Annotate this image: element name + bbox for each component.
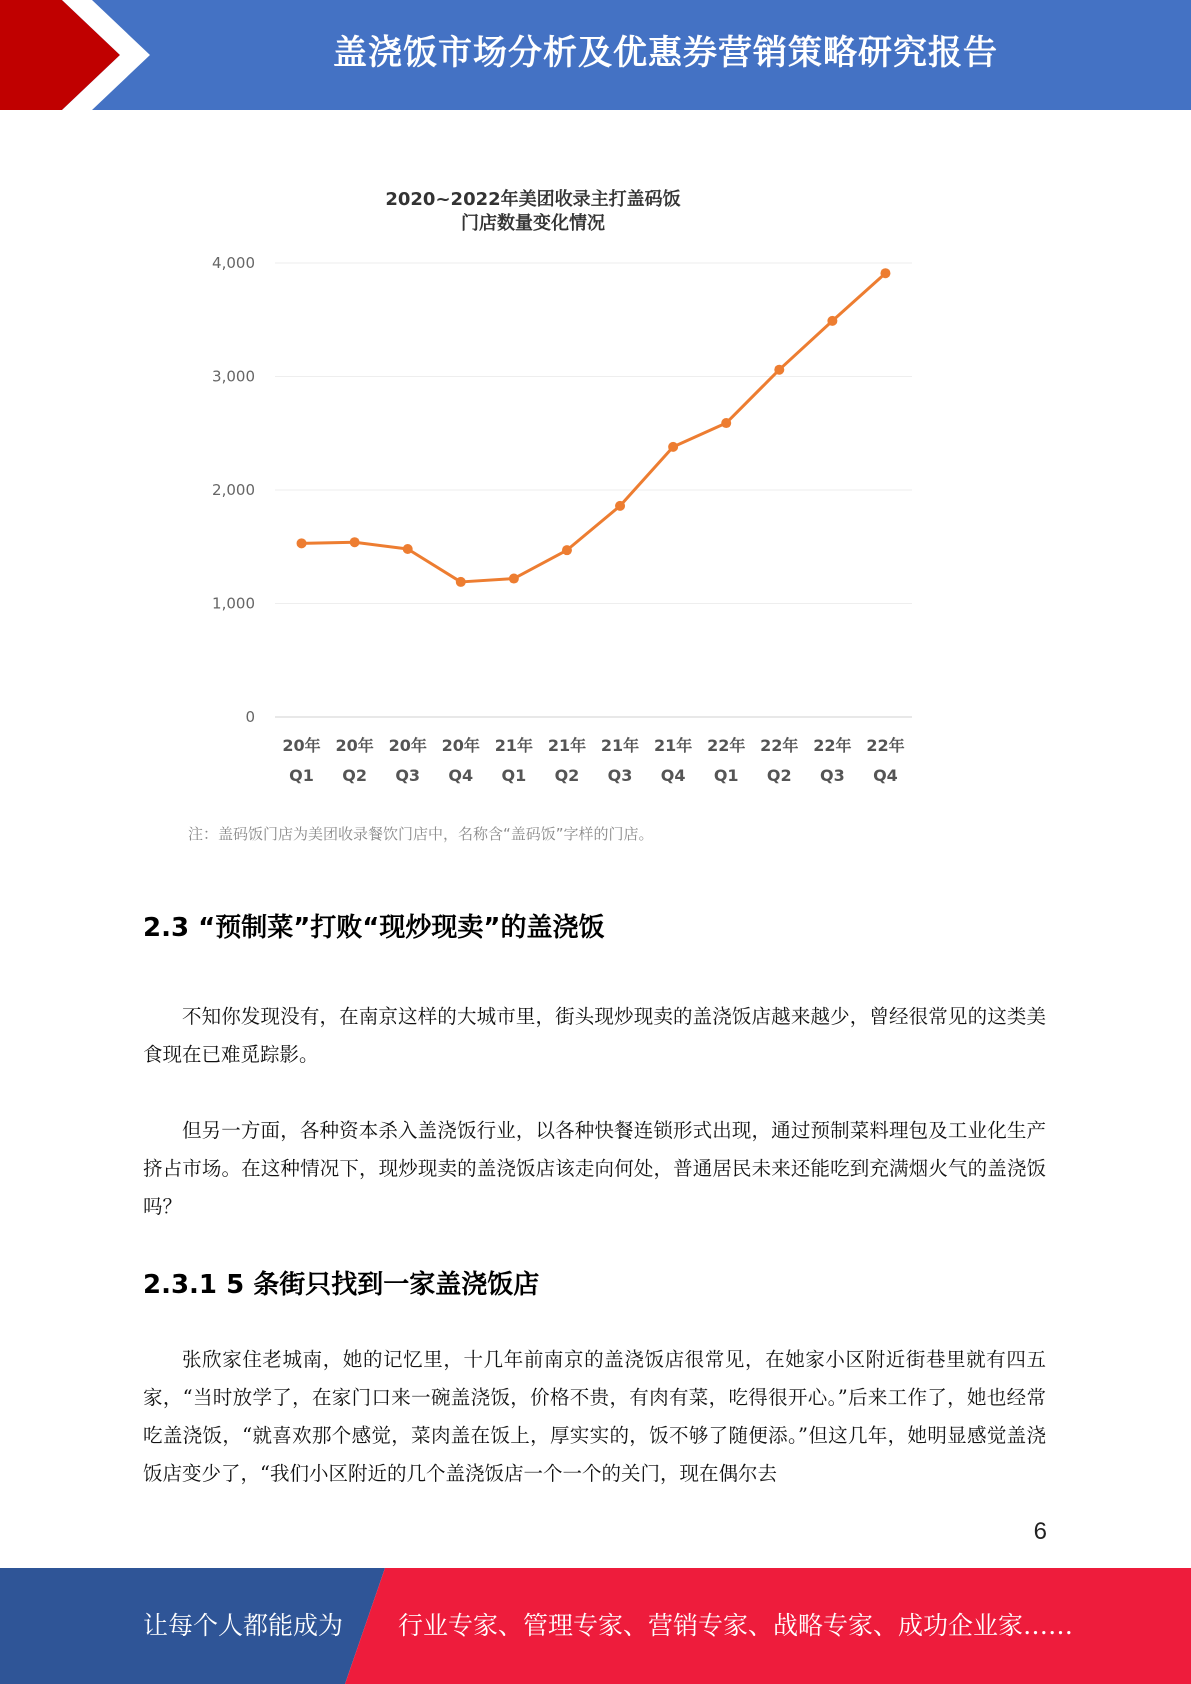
data-point — [562, 545, 572, 555]
data-point — [509, 574, 519, 584]
data-point — [721, 418, 731, 428]
series-line — [302, 273, 886, 582]
paragraph-1: 不知你发现没有，在南京这样的大城市里，街头现炒现卖的盖浇饭店越来越少，曾经很常见的这类美食现在已难觅踪影。 — [143, 1005, 1046, 1066]
x-tick-label-quarter: Q3 — [395, 766, 421, 785]
x-tick-label-year: 20年 — [388, 736, 427, 755]
x-tick-label-quarter: Q2 — [766, 766, 792, 785]
section-heading-2-3: 2.3 “预制菜”打败“现炒现卖”的盖浇饭 — [143, 913, 605, 943]
data-point — [350, 537, 360, 547]
data-point — [456, 577, 466, 587]
report-title: 盖浇饭市场分析及优惠券营销策略研究报告 — [333, 33, 998, 73]
data-point — [774, 365, 784, 375]
page-footer — [0, 1568, 1191, 1684]
x-tick-label-quarter: Q4 — [873, 766, 898, 785]
section-heading-2-3-1: 2.3.1 5 条街只找到一家盖浇饭店 — [143, 1270, 540, 1300]
x-tick-label-year: 20年 — [441, 736, 480, 755]
chart-y-axis — [212, 254, 255, 726]
x-tick-label-year: 22年 — [866, 736, 905, 755]
x-tick-label-year: 22年 — [813, 736, 852, 755]
data-point — [880, 268, 890, 278]
chart-gridlines — [275, 263, 912, 717]
data-point — [297, 538, 307, 548]
x-tick-label-year: 20年 — [282, 736, 321, 755]
x-tick-label-quarter: Q4 — [448, 766, 474, 785]
x-tick-label-quarter: Q3 — [820, 766, 845, 785]
data-point — [668, 442, 678, 452]
paragraph-2: 但另一方面，各种资本杀入盖浇饭行业，以各种快餐连锁形式出现，通过预制菜料理包及工业化生产挤占市场。在这种情况下，现炒现卖的盖浇饭店该走向何处，普通居民未来还能吃到充满烟火气的盖浇饭吗？ — [143, 1119, 1046, 1218]
x-tick-label-year: 21年 — [494, 736, 534, 755]
y-tick-label: 1,000 — [212, 594, 255, 613]
line-chart — [180, 175, 940, 855]
chart-x-axis — [282, 736, 904, 785]
data-point — [615, 501, 625, 511]
x-tick-label-year: 22年 — [707, 736, 746, 755]
y-tick-label: 3,000 — [212, 367, 255, 386]
x-tick-label-quarter: Q2 — [342, 766, 367, 785]
x-tick-label-year: 20年 — [335, 736, 374, 755]
footer-slogan-right: 行业专家、管理专家、营销专家、战略专家、成功企业家…… — [398, 1611, 1074, 1640]
chart-title-line1: 2020~2022年美团收录主打盖码饭 — [385, 189, 681, 210]
chart-note: 注：盖码饭门店为美团收录餐饮门店中，名称含“盖码饭”字样的门店。 — [188, 825, 654, 843]
x-tick-label-quarter: Q1 — [501, 766, 527, 785]
chart-title-line2: 门店数量变化情况 — [461, 213, 605, 234]
data-point — [403, 544, 413, 554]
y-tick-label: 0 — [245, 708, 255, 726]
x-tick-label-quarter: Q3 — [607, 766, 633, 785]
x-tick-label-quarter: Q4 — [660, 766, 686, 785]
footer-slogan-left: 让每个人都能成为 — [143, 1611, 344, 1640]
x-tick-label-year: 21年 — [653, 736, 693, 755]
x-tick-label-year: 21年 — [600, 736, 640, 755]
x-tick-label-quarter: Q2 — [554, 766, 580, 785]
chart-canvas — [180, 175, 940, 855]
data-point — [827, 316, 837, 326]
x-tick-label-year: 22年 — [760, 736, 799, 755]
y-tick-label: 2,000 — [212, 481, 255, 499]
y-tick-label: 4,000 — [212, 254, 255, 272]
chart-series — [297, 268, 891, 587]
paragraph-3: 张欣家住老城南，她的记忆里，十几年前南京的盖浇饭店很常见，在她家小区附近街巷里就有四五家，“当时放学了，在家门口来一碗盖浇饭，价格不贵，有肉有菜，吃得很开心。”后来工作了，她也经常吃盖浇饭，“就喜欢那个感觉，菜肉盖在饭上，厚实实的，饭不够了随便添。”但这几年，她明显感觉盖浇饭店变少了，“我们小区附近的几个盖浇饭店一个一个的关门，现在偶尔去 — [143, 1348, 1046, 1485]
page-header — [0, 0, 1191, 110]
page-number: 6 — [1033, 1518, 1047, 1545]
x-tick-label-quarter: Q1 — [289, 766, 314, 785]
x-tick-label-quarter: Q1 — [713, 766, 739, 785]
x-tick-label-year: 21年 — [547, 736, 587, 755]
